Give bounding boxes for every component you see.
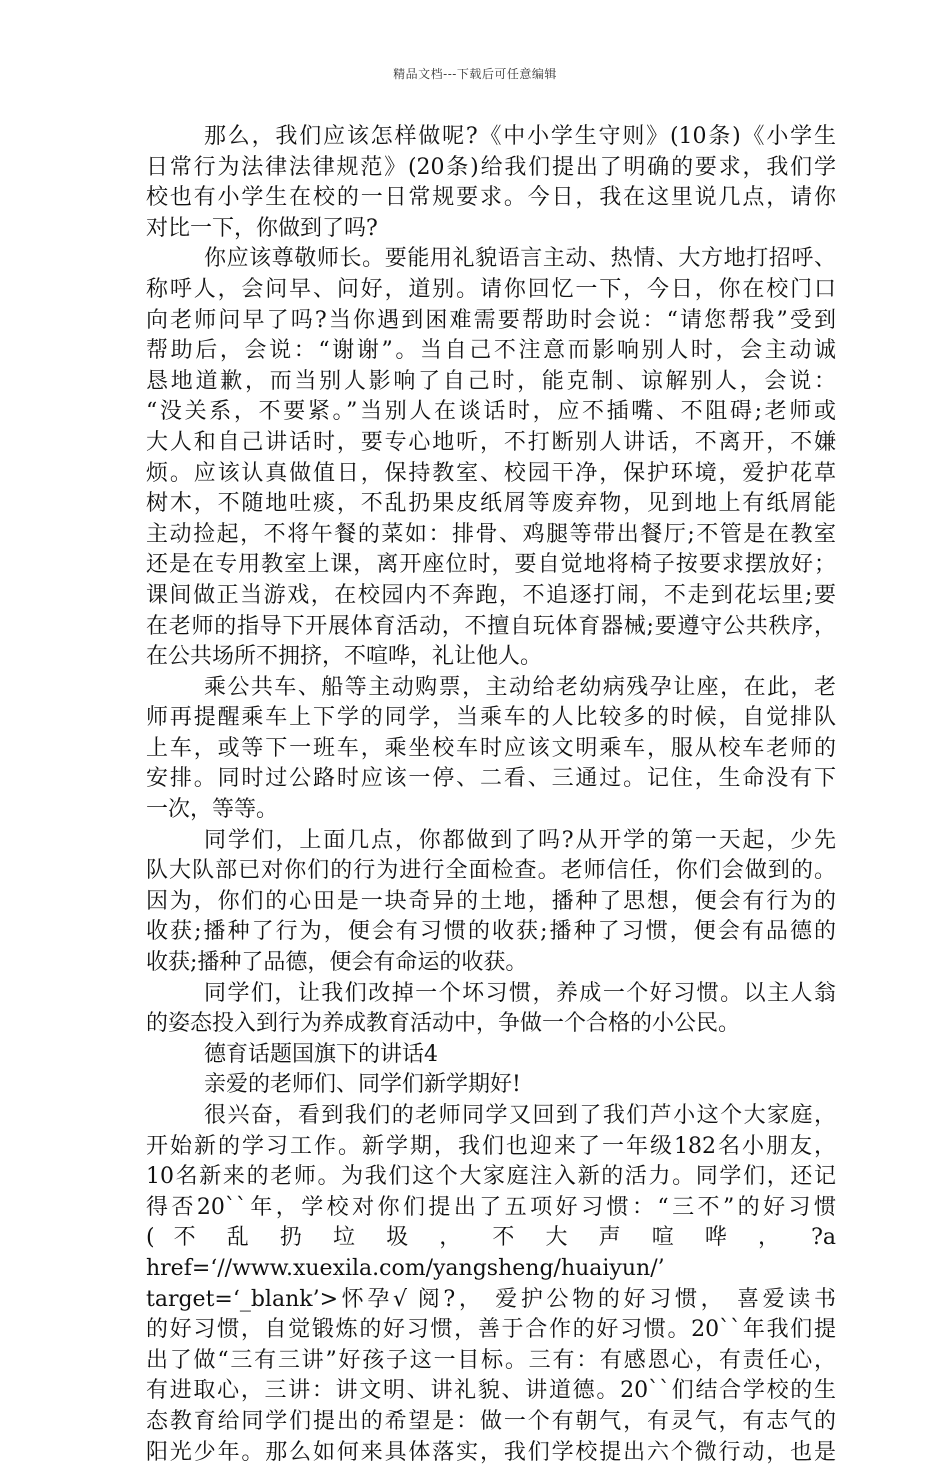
text-line: 日常行为法律法律规范》(20条)给我们提出了明确的要求，我们学 [146, 154, 836, 180]
page-header: 精品文档---下载后可任意编辑 [393, 67, 557, 81]
text-line: 队大队部已对你们的行为进行全面检查。老师信任，你们会做到的。 [146, 858, 836, 884]
text-line: 开始新的学习工作。新学期，我们也迎来了一年级182名小朋友， [146, 1133, 836, 1159]
text-line: 出了做“三有三讲”好孩子这一目标。三有：有感恩心，有责任心， [146, 1347, 836, 1373]
text-line: 大人和自己讲话时，要专心地听，不打断别人讲话，不离开，不嫌 [146, 429, 836, 455]
text-line: 态教育给同学们提出的希望是：做一个有朝气，有灵气，有志气的 [146, 1408, 836, 1434]
text-line: 的好习惯，自觉锻炼的好习惯，善于合作的好习惯。20``年我们提 [146, 1317, 836, 1343]
text-line: 课间做正当游戏，在校园内不奔跑，不追逐打闹，不走到花坛里;要 [146, 582, 836, 608]
text-line: 收获;播种了行为，便会有习惯的收获;播种了习惯，便会有品德的 [146, 919, 836, 945]
text-line: 的姿态投入到行为养成教育活动中，争做一个合格的小公民。 [146, 1011, 741, 1037]
text-line: 上车，或等下一班车，乘坐校车时应该文明乘车，服从校车老师的 [146, 735, 836, 761]
text-line: 校也有小学生在校的一日常规要求。今日，我在这里说几点，请你 [146, 185, 836, 211]
text-line: 因为，你们的心田是一块奇异的土地，播种了思想，便会有行为的 [146, 888, 836, 914]
text-line: 同学们，让我们改掉一个坏习惯，养成一个好习惯。以主人翁 [204, 980, 836, 1006]
text-line: 你应该尊敬师长。要能用礼貌语言主动、热情、大方地打招呼、 [204, 246, 836, 272]
salutation: 亲爱的老师们、同学们新学期好! [204, 1072, 521, 1098]
text-line: 在公共场所不拥挤，不喧哗，礼让他人。 [146, 644, 543, 670]
text-line: 恳地道歉，而当别人影响了自己时，能克制、谅解别人，会说： [146, 368, 836, 394]
section-heading: 德育话题国旗下的讲话4 [204, 1041, 438, 1067]
text-line: 主动捡起，不将午餐的菜如：排骨、鸡腿等带出餐厅;不管是在教室 [146, 521, 836, 547]
text-line: 一次，等等。 [146, 797, 279, 823]
text-line: 师再提醒乘车上下学的同学，当乘车的人比较多的时候，自觉排队 [146, 705, 836, 731]
text-line: 称呼人，会问早、问好，道别。请你回忆一下，今日，你在校门口 [146, 276, 836, 302]
text-line: 有进取心，三讲：讲文明、讲礼貌、讲道德。20``们结合学校的生 [146, 1378, 836, 1404]
text-line: 对比一下，你做到了吗? [146, 215, 378, 241]
text-line: 很兴奋，看到我们的老师同学又回到了我们芦小这个大家庭， [204, 1103, 836, 1128]
text-line: ( 不 乱 扔 垃 圾 ， 不 大 声 喧 哗 ， ?a [146, 1225, 836, 1251]
text-line: 烦。应该认真做值日，保持教室、校园干净，保护环境，爱护花草 [146, 460, 836, 486]
text-line: 树木，不随地吐痰，不乱扔果皮纸屑等废弃物，见到地上有纸屑能 [146, 491, 836, 517]
text-line: 那么，我们应该怎样做呢?《中小学生守则》(10条)《小学生 [204, 124, 836, 149]
document-body [146, 122, 836, 1468]
text-line: 帮助后，会说：“谢谢”。当自己不注意而影响别人时，会主动诚 [146, 338, 836, 364]
text-line: 向老师问早了吗?当你遇到困难需要帮助时会说：“请您帮我”受到 [146, 307, 836, 333]
text-line: href=‘//www.xuexila.com/yangsheng/huaiyun/’ [146, 1255, 665, 1281]
text-line: 10名新来的老师。为我们这个大家庭注入新的活力。同学们，还记 [146, 1164, 836, 1190]
text-line: 收获;播种了品德，便会有命运的收获。 [146, 950, 528, 976]
text-line: 得否20``年，学校对你们提出了五项好习惯：“三不”的好习惯 [146, 1194, 836, 1220]
text-line: 阳光少年。那么如何来具体落实，我们学校提出六个微行动，也是 [146, 1439, 836, 1465]
text-line: 在老师的指导下开展体育活动，不擅自玩体育器械;要遵守公共秩序， [146, 613, 836, 639]
text-line: 还是在专用教室上课，离开座位时，要自觉地将椅子按要求摆放好； [146, 552, 836, 578]
text-line: target=‘_blank’>怀孕√ 阅?， 爱护公物的好习惯， 喜爱读书 [146, 1286, 836, 1312]
text-line: 安排。同时过公路时应该一停、二看、三通过。记住，生命没有下 [146, 766, 836, 792]
text-line: “没关系，不要紧。”当别人在谈话时，应不插嘴、不阻碍;老师或 [146, 399, 836, 425]
text-line: 乘公共车、船等主动购票，主动给老幼病残孕让座，在此，老 [204, 674, 836, 700]
text-line: 同学们，上面几点，你都做到了吗?从开学的第一天起，少先 [204, 827, 836, 853]
